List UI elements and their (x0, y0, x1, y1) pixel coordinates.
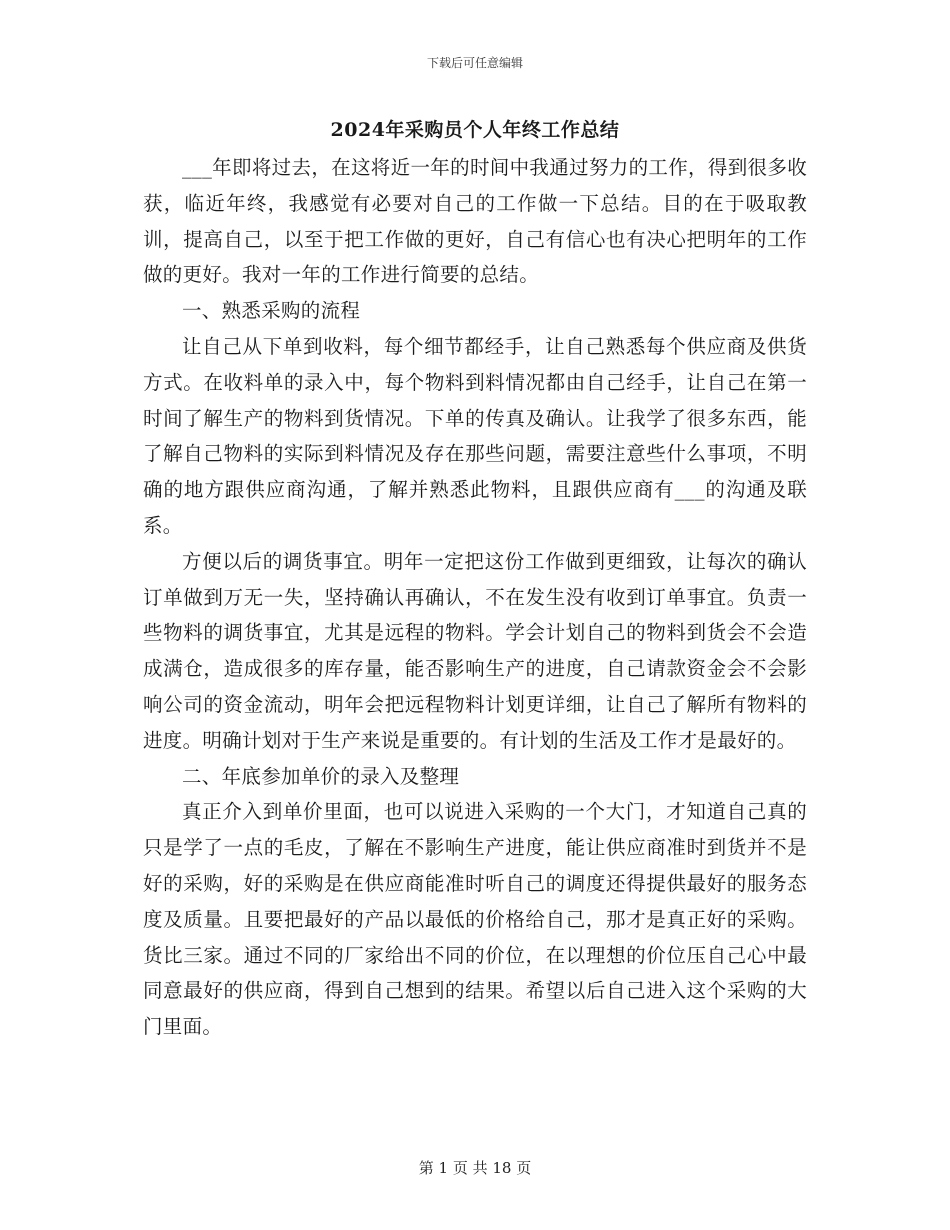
section-heading-1: 一、熟悉采购的流程 (182, 299, 361, 323)
paragraph-section-2: 真正介入到单价里面，也可以说进入采购的一个大门，才知道自己真的只是学了一点的毛皮，了解在不影响生产进度，能让供应商准时到货并不是好的采购，好的采购是在供应商能准时听自己的调度还得提供最好的服务态度及质量。且要把最好的产品以最低的价格给自己，那才是真正好的采购。货比三家。通过不同的厂家给出不同的价位，在以理想的价位压自己心中最同意最好的供应商，得到自己想到的结果。希望以后自己进入这个采购的大门里面。 (143, 800, 807, 1039)
paragraph-intro: ___年即将过去，在这将近一年的时间中我通过努力的工作，得到很多收获，临近年终，我感觉有必要对自己的工作做一下总结。目的在于吸取教训，提高自己，以至于把工作做的更好，自己有信心也有决心把明年的工作做的更好。我对一年的工作进行简要的总结。 (143, 156, 807, 287)
paragraph-section-1-cont: 方便以后的调货事宜。明年一定把这份工作做到更细致，让每次的确认订单做到万无一失，坚持确认再确认，不在发生没有收到订单事宜。负责一些物料的调货事宜，尤其是远程的物料。学会计划自己的物料到货会不会造成满仓，造成很多的库存量，能否影响生产的进度，自己请款资金会不会影响公司的资金流动，明年会把远程物料计划更详细，让自己了解所有物料的进度。明确计划对于生产来说是重要的。有计划的生活及工作才是最好的。 (143, 549, 807, 752)
page-number: 第 1 页 共 18 页 (418, 1159, 532, 1177)
document-body (143, 150, 807, 1045)
section-heading-2: 二、年底参加单价的录入及整理 (182, 764, 460, 788)
document-title: 2024年采购员个人年终工作总结 (330, 119, 620, 141)
page-header-note: 下载后可任意编辑 (426, 56, 523, 70)
paragraph-section-1: 让自己从下单到收料，每个细节都经手，让自己熟悉每个供应商及供货方式。在收料单的录入中，每个物料到料情况都由自己经手，让自己在第一时间了解生产的物料到货情况。下单的传真及确认。让我学了很多东西，能了解自己物料的实际到料情况及存在那些问题，需要注意些什么事项，不明确的地方跟供应商沟通，了解并熟悉此物料，且跟供应商有___的沟通及联系。 (143, 334, 807, 537)
